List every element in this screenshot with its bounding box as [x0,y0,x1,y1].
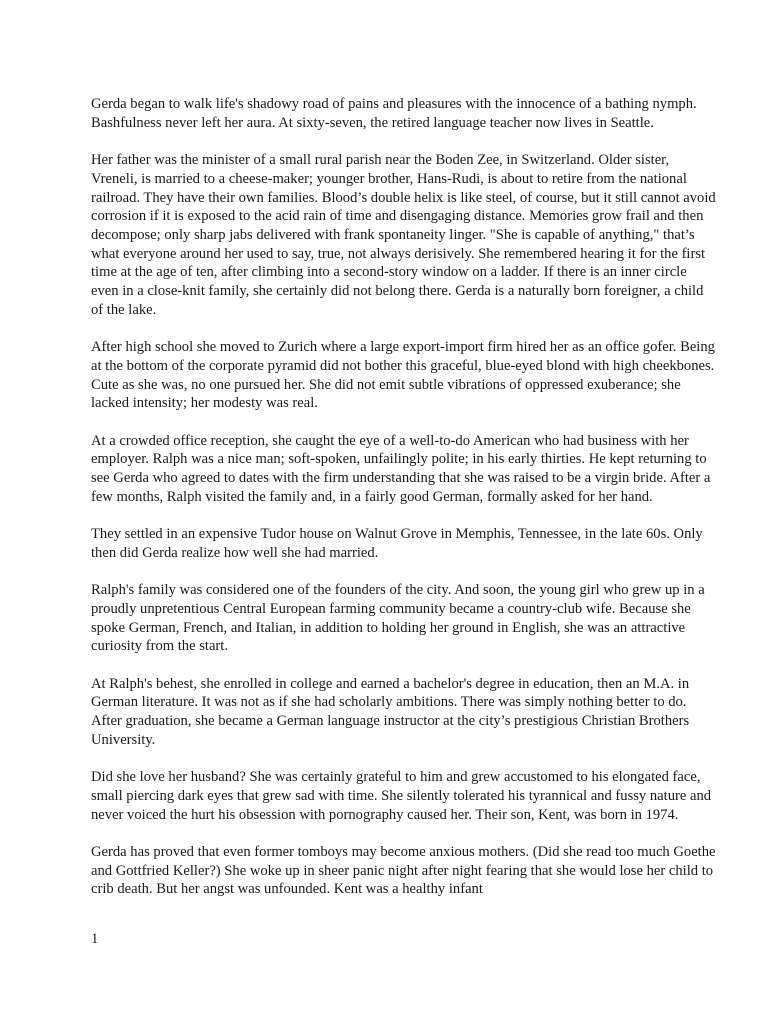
page-number: 1 [91,931,99,947]
paragraph: At Ralph's behest, she enrolled in college and earned a bachelor's degree in education, then an M.A. in German literature. It was not as if she had scholarly ambitions. There was simply nothing better to do. After graduation, she became a German language instructor at the city’s prestigious Christian Brothers University. [91,675,690,748]
paragraph: Gerda began to walk life's shadowy road of pains and pleasures with the innocence of a bathing nymph. Bashfulness never left her aura. At sixty-seven, the retired language teacher now lives in Seattle. [91,96,697,131]
paragraph: Did she love her husband? She was certainly grateful to him and grew accustomed to his elongated face, small piercing dark eyes that grew sad with time. She silently tolerated his tyrannical and fussy nature and never voiced the hurt his obsession with pornography caused her. Their son, Kent, was born in 1974. [91,769,712,823]
paragraph: Her father was the minister of a small rural parish near the Boden Zee, in Switzerland. Older sister, Vreneli, is married to a cheese-maker; younger brother, Hans-Rudi, is about to retire from the national railroad. They have their own families. Blood’s double helix is like steel, of course, but it still cannot avoid corrosion if it is exposed to the acid rain of time and disengaging distance. Memories grow frail and then decompose; only sharp jabs delivered with frank spontaneity linger. "She is capable of anything," that’s what everyone around her used to say, true, not always derisively. She remembered hearing it for the first time at the age of ten, after climbing into a second-story window on a ladder. If there is an inner circle even in a close-knit family, she certainly did not belong there. Gerda is a naturally born foreigner, a child of the lake. [91,152,716,318]
paragraph: Gerda has proved that even former tomboys may become anxious mothers. (Did she read too much Goethe and Gottfried Keller?) She woke up in sheer panic night after night fearing that she would lose her child to crib death. But her angst was unfounded. Kent was a healthy infant [91,844,716,898]
paragraph: After high school she moved to Zurich where a large export-import firm hired her as an office gofer. Being at the bottom of the corporate pyramid did not bother this graceful, blue-eyed blond with high cheekbones. Cute as she was, no one pursued her. She did not emit subtle vibrations of oppressed exuberance; she lacked intensity; her modesty was real. [91,339,715,412]
paragraph: Ralph's family was considered one of the founders of the city. And soon, the young girl who grew up in a proudly unpretentious Central European farming community became a country-club wife. Because she spoke German, French, and Italian, in addition to holding her ground in English, she was an attractive curiosity from the start. [91,582,705,655]
paragraph: At a crowded office reception, she caught the eye of a well-to-do American who had business with her employer. Ralph was a nice man; soft-spoken, unfailingly polite; in his early thirties. He kept returning to see Gerda who agreed to dates with the firm understanding that she was raised to be a virgin bride. After a few months, Ralph visited the family and, in a fairly good German, formally asked for her hand. [91,432,711,505]
document-body [91,95,716,918]
paragraph: They settled in an expensive Tudor house on Walnut Grove in Memphis, Tennessee, in the late 60s. Only then did Gerda realize how well she had married. [91,526,703,561]
